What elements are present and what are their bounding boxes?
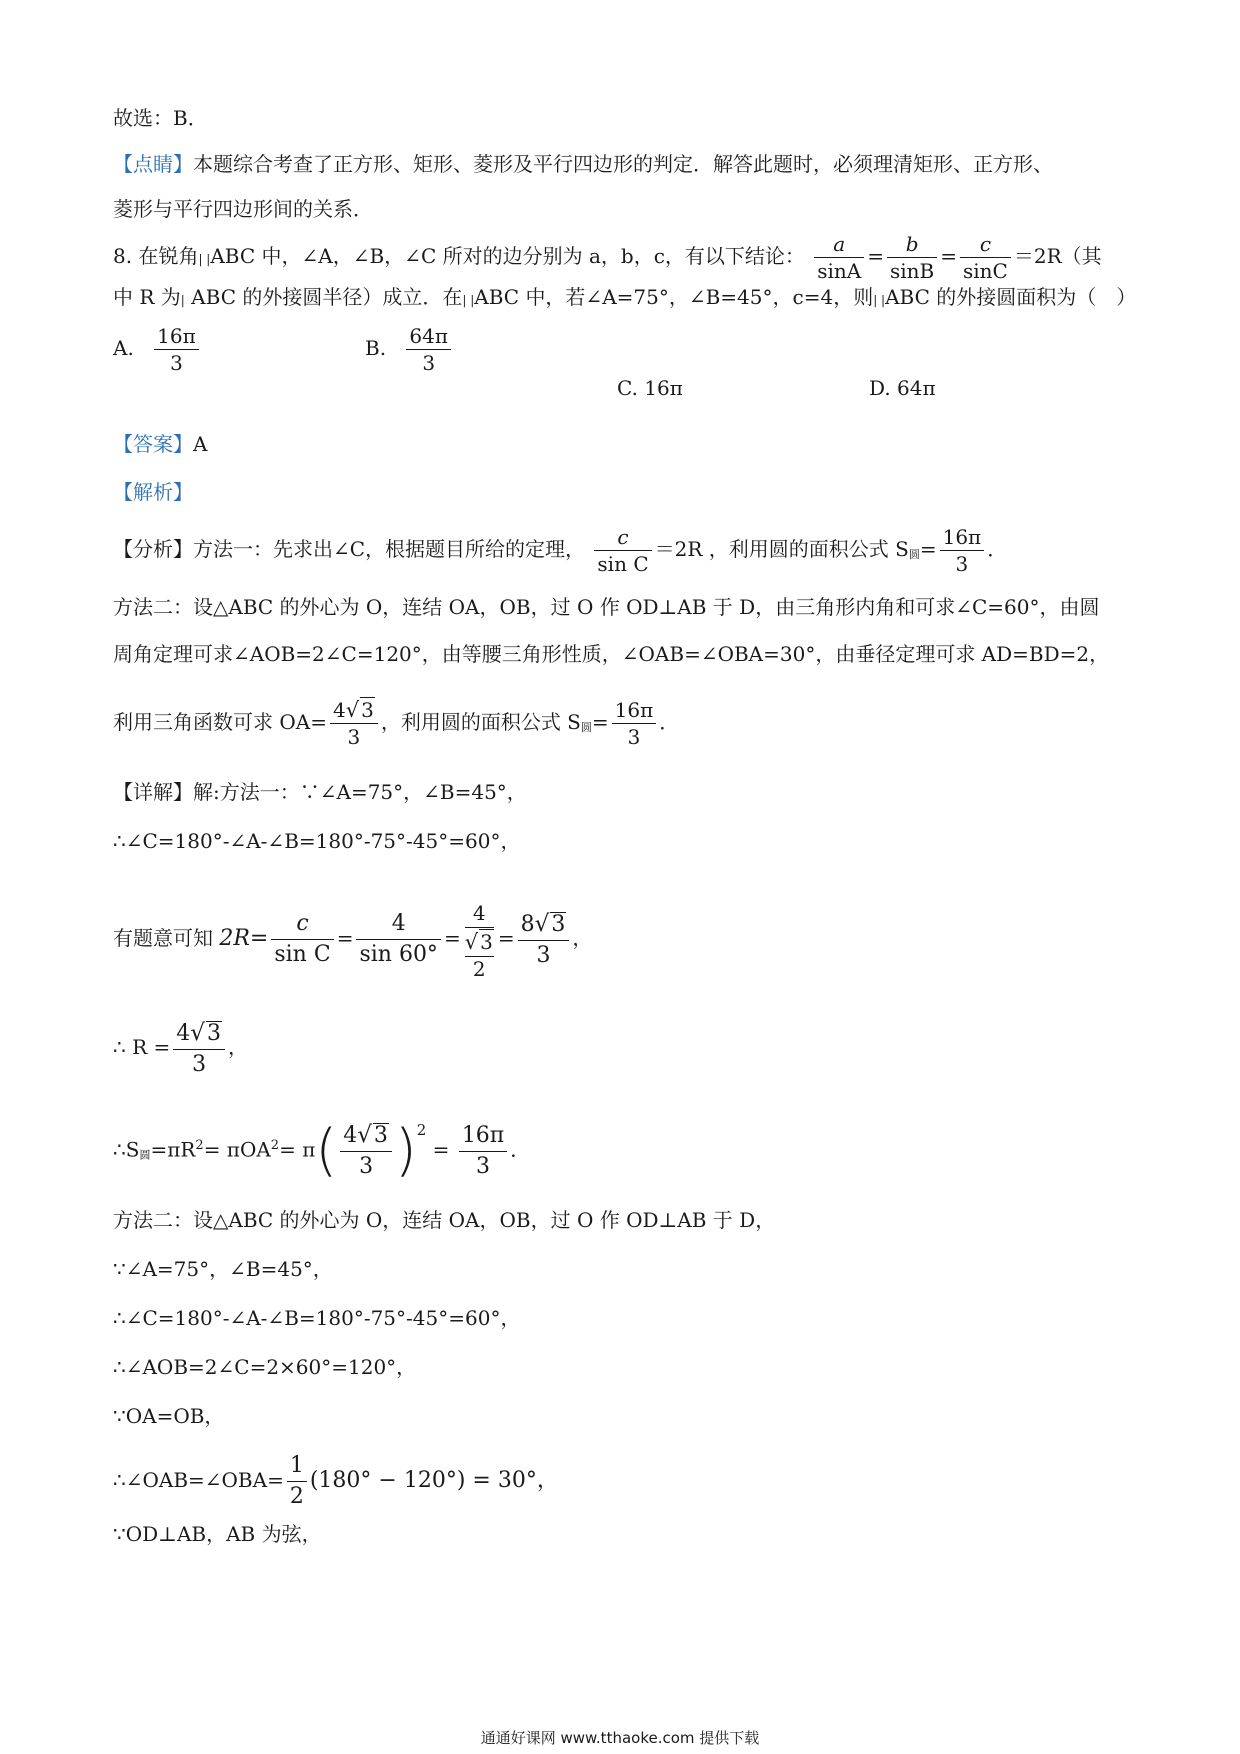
option-b: B. $\frac{64\pi}{3}$	[365, 322, 454, 376]
method-2-line-7: ∵OD⊥AB，AB 为弦，	[113, 1522, 322, 1546]
formula-fraction-b: $\frac{b}{\sin B}$	[887, 231, 937, 284]
method-2-line-6: ∴∠OAB=∠OBA= $\frac{1}{2}$ (180° − 120°) = 30°，	[113, 1453, 559, 1509]
analysis-method-2-line-3: 利用三角函数可求 OA= $\frac{4√ 3}{3}$ ，利用圆的面积公式 S圆= $\frac{16\pi}{3}$ ．	[113, 698, 680, 749]
method-2-line-5: ∵OA=OB，	[113, 1404, 225, 1428]
method-2-line-1: 方法二：设△ABC 的外心为 O，连结 OA，OB，过 O 作 OD⊥AB 于 D，	[113, 1208, 776, 1232]
method-2-line-3: ∴∠C=180°-∠A-∠B=180°-75°-45°=60°，	[113, 1306, 521, 1330]
solution-line-2: ∴∠C=180°-∠A-∠B=180°-75°-45°=60°，	[113, 829, 521, 853]
solution-line-1: 【详解】解:方法一：∵∠A=75°，∠B=45°，	[113, 780, 527, 804]
question-number: 8. 在锐角	[113, 244, 199, 268]
option-a: A. $\frac{16\pi}{3}$	[113, 322, 202, 376]
analysis-method-1: 【分析】方法一：先求出∠C，根据题目所给的定理， $\frac{c}{\text{sin C}}$ ＝2R ，利用圆的面积公式 S圆= $\frac{16\pi}{3}$ ．	[113, 525, 1008, 576]
option-c: C. 16π	[617, 376, 683, 400]
page-footer: 通通好课网 www.tthaoke.com 提供下载	[480, 1729, 760, 1747]
method-2-line-4: ∴∠AOB=2∠C=2×60°=120°，	[113, 1355, 417, 1379]
analysis-method-2-line-1: 方法二：设△ABC 的外心为 O，连结 OA，OB，过 O 作 OD⊥AB 于 D，由三角形内角和可求∠C=60°，由圆	[113, 595, 1100, 619]
solution-r-value: ∴ R = $\frac{4√3}{3}$ ，	[113, 1019, 248, 1077]
comment-line-2: 菱形与平行四边形间的关系．	[113, 197, 373, 221]
method-2-line-2: ∵∠A=75°，∠B=45°，	[113, 1257, 333, 1281]
comment-text: 本题综合考查了正方形、矩形、菱形及平行四边形的判定．解答此题时，必须理清矩形、正方形、	[193, 152, 1053, 176]
formula-fraction-a: $\frac{a}{\sin A}$	[814, 231, 864, 284]
formula-fraction-c: $\frac{c}{\sin C}$	[960, 231, 1011, 284]
solution-2r-equation: 有题意可知 2R= $\frac{c}{\text{sin C}}$ = $\frac{4}{\sin 60^\circ}$ = 4 √ 3 2 = $\frac{8√3}{3}$ ，	[113, 900, 593, 981]
solution-area: ∴S圆$=\pi R^2= \pi OA^2= \pi$( $\frac{4√3}{3}$ )$^2$ = $\frac{16\pi}{3}$ ．	[113, 1118, 531, 1184]
comment-tag: 【点睛】	[113, 152, 193, 176]
answer-value: A	[193, 432, 208, 456]
answer-line	[113, 430, 207, 458]
answer-tag: 【答案】	[113, 432, 193, 456]
analysis-method-2-line-2: 周角定理可求∠AOB=2∠C=120°，由等腰三角形性质，∠OAB=∠OBA=30°，由垂径定理可求 AD=BD=2，	[113, 642, 1110, 666]
question-8-line-2: 中 R 为| ABC 的外接圆半径）成立．在| |ABC 中，若∠A=75°，∠B=45°，c=4，则| |ABC 的外接圆面积为（ ）	[113, 285, 1137, 309]
analysis-heading: 【解析】	[113, 480, 193, 504]
conclusion-line: 故选：B．	[113, 106, 208, 130]
comment-line-1	[113, 150, 1053, 178]
option-d: D. 64π	[869, 376, 936, 400]
question-8-line-1: 8. 在锐角| |ABC 中，∠A，∠B，∠C 所对的边分别为 a，b，c，有以下结论： $\frac{a}{\sin A}$ = $\frac{b}{\sin B}$ = $\frac{c}{\sin C}$ ＝2R（其	[113, 232, 1102, 283]
